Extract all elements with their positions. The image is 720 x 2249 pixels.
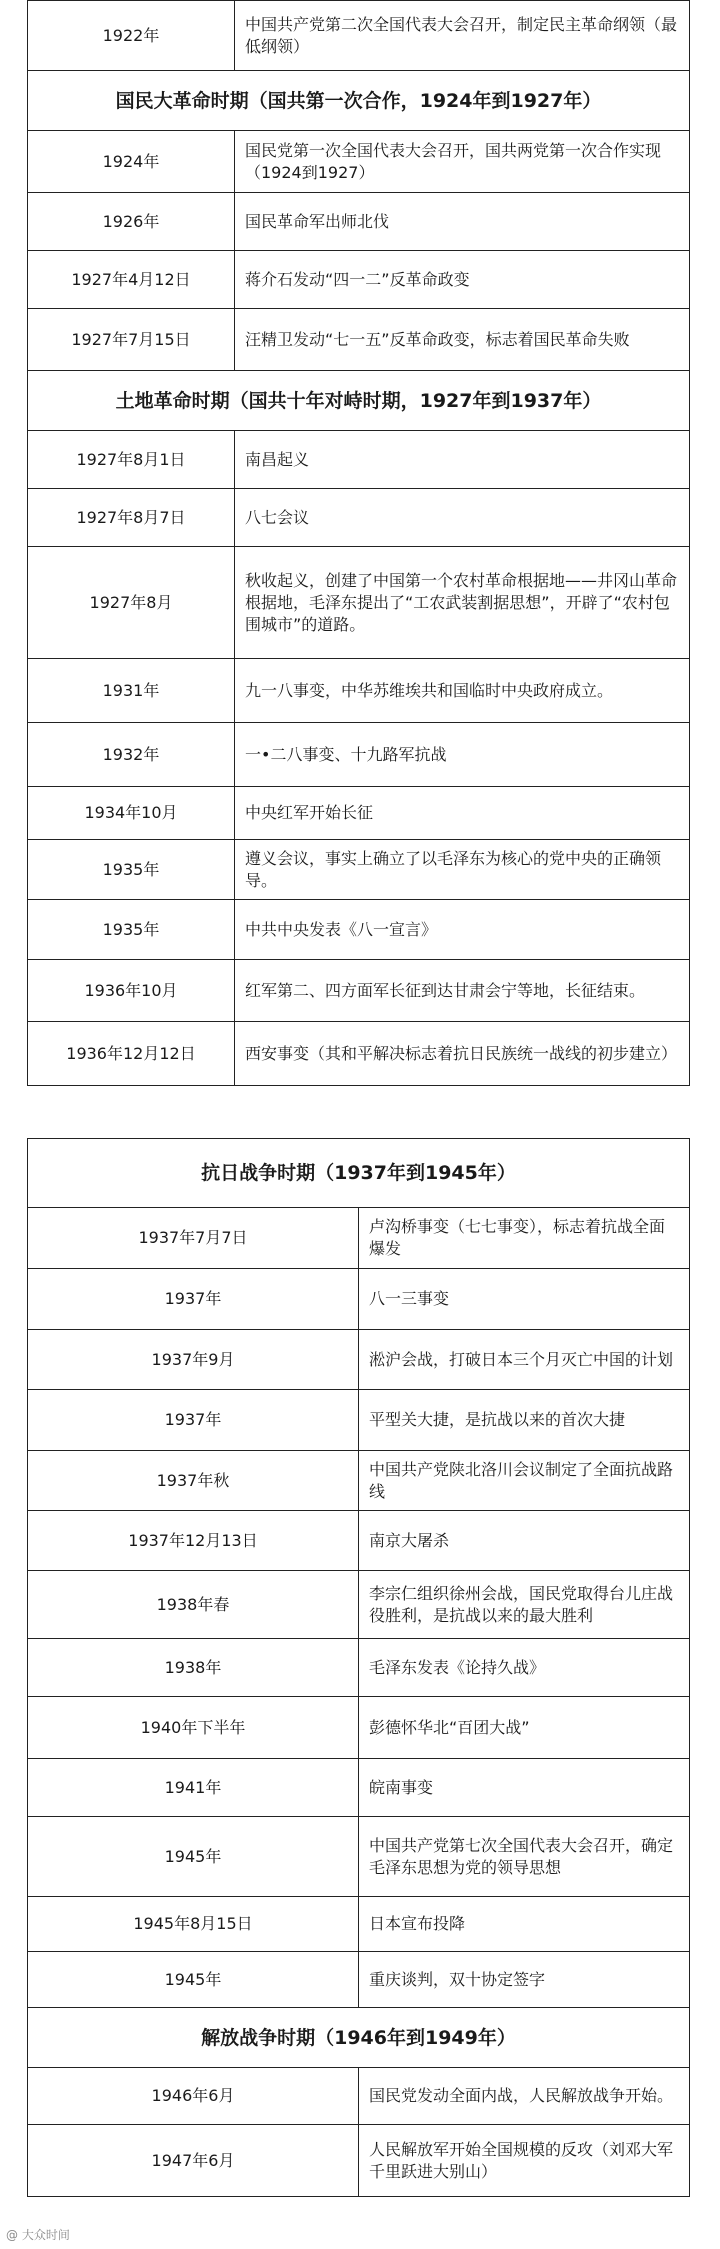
watermark-text: @ 大众时间 <box>6 2228 70 2242</box>
section-title: 解放战争时期（1946年到1949年） <box>28 2008 690 2068</box>
date-cell: 1927年7月15日 <box>28 309 235 371</box>
date-cell: 1947年6月 <box>28 2125 359 2197</box>
table-row <box>28 840 690 900</box>
event-cell: 日本宣布投降 <box>359 1897 690 1952</box>
date-cell: 1935年 <box>28 840 235 900</box>
section-title: 土地革命时期（国共十年对峙时期，1927年到1937年） <box>28 371 690 431</box>
event-cell: 中共中央发表《八一宣言》 <box>235 900 690 960</box>
date-cell: 1935年 <box>28 900 235 960</box>
event-cell: 毛泽东发表《论持久战》 <box>359 1639 690 1697</box>
date-cell: 1937年7月7日 <box>28 1208 359 1269</box>
table-row <box>28 1697 690 1759</box>
date-cell: 1937年9月 <box>28 1330 359 1390</box>
date-cell: 1940年下半年 <box>28 1697 359 1759</box>
event-cell: 人民解放军开始全国规模的反攻（刘邓大军千里跃进大别山） <box>359 2125 690 2197</box>
table-row <box>28 489 690 547</box>
date-cell: 1927年8月7日 <box>28 489 235 547</box>
date-cell: 1946年6月 <box>28 2068 359 2125</box>
table-row <box>28 960 690 1022</box>
table-row <box>28 309 690 371</box>
event-cell: 国民党第一次全国代表大会召开，国共两党第一次合作实现（1924到1927） <box>235 131 690 193</box>
date-cell: 1927年8月 <box>28 547 235 659</box>
event-cell: 重庆谈判，双十协定签字 <box>359 1952 690 2008</box>
table-row <box>28 1022 690 1086</box>
table-row <box>28 1952 690 2008</box>
table-row <box>28 193 690 251</box>
table-row <box>28 1759 690 1817</box>
table-row <box>28 547 690 659</box>
date-cell: 1938年 <box>28 1639 359 1697</box>
event-cell: 中国共产党陕北洛川会议制定了全面抗战路线 <box>359 1451 690 1511</box>
event-cell: 秋收起义，创建了中国第一个农村革命根据地——井冈山革命根据地，毛泽东提出了“工农武装割据思想”，开辟了“农村包围城市”的道路。 <box>235 547 690 659</box>
table-row <box>28 2068 690 2125</box>
date-cell: 1941年 <box>28 1759 359 1817</box>
date-cell: 1936年12月12日 <box>28 1022 235 1086</box>
event-cell: 南京大屠杀 <box>359 1511 690 1571</box>
date-cell: 1937年12月13日 <box>28 1511 359 1571</box>
table-row <box>28 1897 690 1952</box>
event-cell: 卢沟桥事变（七七事变），标志着抗战全面爆发 <box>359 1208 690 1269</box>
table-row <box>28 1571 690 1639</box>
table-row <box>28 723 690 787</box>
table-row <box>28 131 690 193</box>
table-row <box>28 431 690 489</box>
event-cell: 蒋介石发动“四一二”反革命政变 <box>235 251 690 309</box>
table-row <box>28 1208 690 1269</box>
event-cell: 平型关大捷，是抗战以来的首次大捷 <box>359 1390 690 1451</box>
table-row <box>28 1330 690 1390</box>
section-title: 抗日战争时期（1937年到1945年） <box>28 1139 690 1208</box>
date-cell: 1937年 <box>28 1390 359 1451</box>
table-row <box>28 900 690 960</box>
history-table-1 <box>27 0 690 1086</box>
event-cell: 遵义会议，事实上确立了以毛泽东为核心的党中央的正确领导。 <box>235 840 690 900</box>
event-cell: 八一三事变 <box>359 1269 690 1330</box>
date-cell: 1945年8月15日 <box>28 1897 359 1952</box>
section-row <box>28 2008 690 2068</box>
date-cell: 1938年春 <box>28 1571 359 1639</box>
event-cell: 中央红军开始长征 <box>235 787 690 840</box>
date-cell: 1926年 <box>28 193 235 251</box>
table-row <box>28 2125 690 2197</box>
event-cell: 国民革命军出师北伐 <box>235 193 690 251</box>
table-row <box>28 1390 690 1451</box>
event-cell: 中国共产党第七次全国代表大会召开，确定毛泽东思想为党的领导思想 <box>359 1817 690 1897</box>
date-cell: 1945年 <box>28 1952 359 2008</box>
section-title: 国民大革命时期（国共第一次合作，1924年到1927年） <box>28 71 690 131</box>
date-cell: 1934年10月 <box>28 787 235 840</box>
event-cell: 淞沪会战，打破日本三个月灭亡中国的计划 <box>359 1330 690 1390</box>
section-row <box>28 371 690 431</box>
date-cell: 1927年8月1日 <box>28 431 235 489</box>
table-row <box>28 1 690 71</box>
date-cell: 1932年 <box>28 723 235 787</box>
table-row <box>28 251 690 309</box>
table-row <box>28 1269 690 1330</box>
event-cell: 中国共产党第二次全国代表大会召开，制定民主革命纲领（最低纲领） <box>235 1 690 71</box>
date-cell: 1924年 <box>28 131 235 193</box>
section-row <box>28 71 690 131</box>
event-cell: 南昌起义 <box>235 431 690 489</box>
table-row <box>28 1817 690 1897</box>
event-cell: 李宗仁组织徐州会战，国民党取得台儿庄战役胜利，是抗战以来的最大胜利 <box>359 1571 690 1639</box>
event-cell: 汪精卫发动“七一五”反革命政变，标志着国民革命失败 <box>235 309 690 371</box>
date-cell: 1945年 <box>28 1817 359 1897</box>
table-row <box>28 1511 690 1571</box>
event-cell: 八七会议 <box>235 489 690 547</box>
date-cell: 1931年 <box>28 659 235 723</box>
table-row <box>28 1639 690 1697</box>
section-row <box>28 1139 690 1208</box>
event-cell: 彭德怀华北“百团大战” <box>359 1697 690 1759</box>
table-row <box>28 659 690 723</box>
history-table-2 <box>27 1138 690 2197</box>
event-cell: 皖南事变 <box>359 1759 690 1817</box>
date-cell: 1937年 <box>28 1269 359 1330</box>
event-cell: 国民党发动全面内战，人民解放战争开始。 <box>359 2068 690 2125</box>
date-cell: 1927年4月12日 <box>28 251 235 309</box>
date-cell: 1936年10月 <box>28 960 235 1022</box>
table-row <box>28 1451 690 1511</box>
event-cell: 一•二八事变、十九路军抗战 <box>235 723 690 787</box>
table-row <box>28 787 690 840</box>
event-cell: 红军第二、四方面军长征到达甘肃会宁等地，长征结束。 <box>235 960 690 1022</box>
date-cell: 1922年 <box>28 1 235 71</box>
event-cell: 西安事变（其和平解决标志着抗日民族统一战线的初步建立） <box>235 1022 690 1086</box>
event-cell: 九一八事变，中华苏维埃共和国临时中央政府成立。 <box>235 659 690 723</box>
date-cell: 1937年秋 <box>28 1451 359 1511</box>
